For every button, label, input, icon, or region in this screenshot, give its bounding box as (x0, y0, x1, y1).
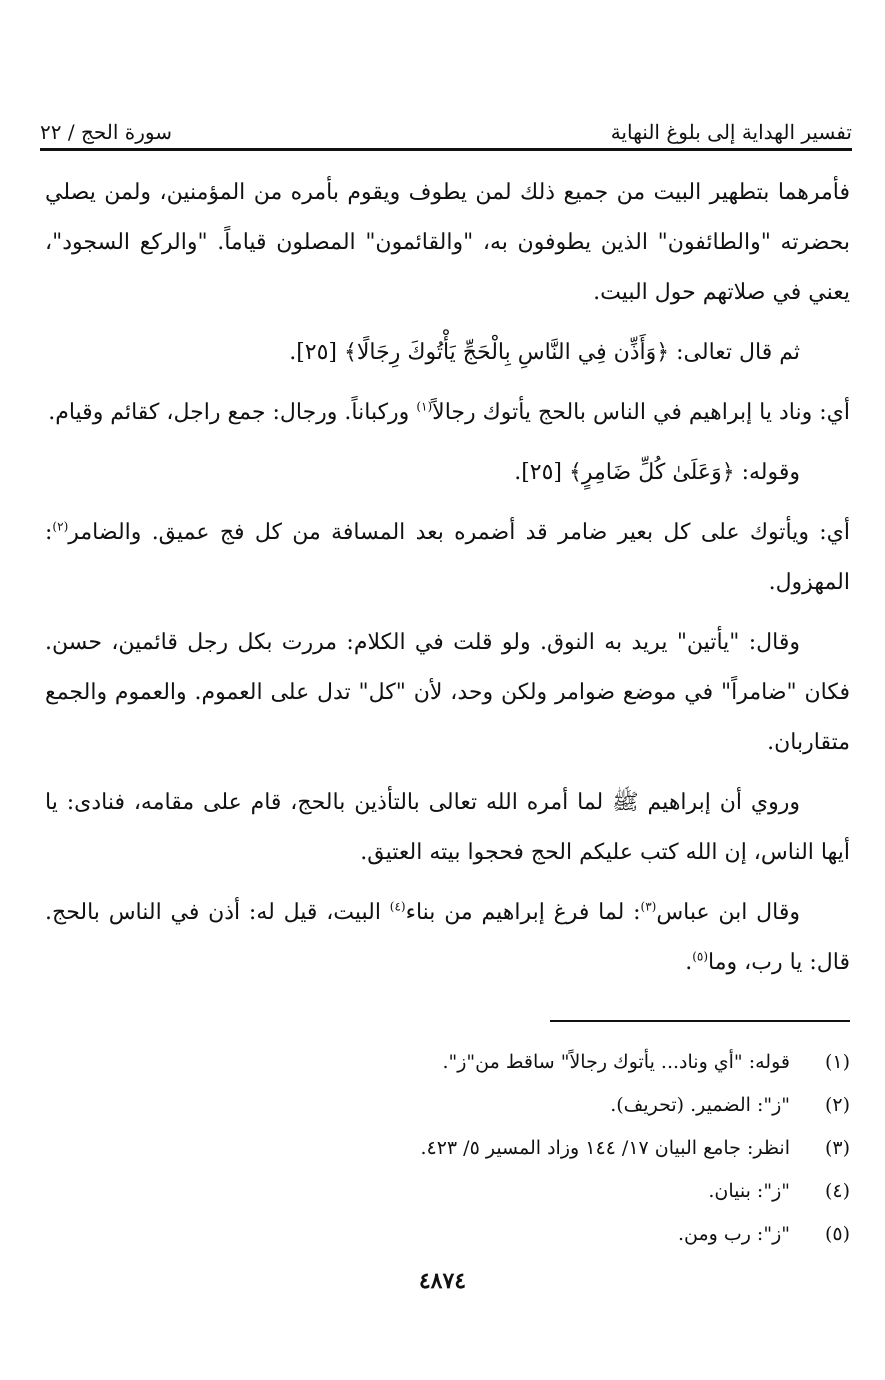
footnote-number: (٣) (824, 1136, 850, 1159)
paragraph-1: فأمرهما بتطهير البيت من جميع ذلك لمن يطوف ويقوم بأمره من المؤمنين، ولمن يصلي بحضرته "والطائفون" الذين يطوفون به، "والقائمون" المصلون قياماً. "والركع السجود"، يعني في صلاتهم حول البيت. (45, 180, 850, 305)
footnote-text: "ز": الضمير. (تحريف). (610, 1093, 790, 1116)
footnote-ref-5: (٥) (692, 949, 709, 964)
verse-quote-2: وقوله: ﴿وَعَلَىٰ كُلِّ ضَامِرٍ﴾ [٢٥]. (514, 460, 800, 485)
paragraph-3: أي: وناد يا إبراهيم في الناس بالحج يأتوك رجالاً$^{(١)}$ وركباناً. ورجال: جمع راجل، كقائم وقيام. (48, 399, 850, 425)
footnote-number: (٤) (824, 1179, 850, 1202)
footnote-item (70, 1040, 850, 1083)
footnote-number: (٢) (824, 1093, 850, 1116)
footnote-ref-3: (٣) (640, 899, 657, 914)
footnote-ref-1: (١) (416, 399, 433, 414)
footnote-rule (550, 1020, 850, 1022)
footnote-ref-2: (٢) (52, 519, 69, 534)
footnote-item (70, 1083, 850, 1126)
book-title: تفسير الهداية إلى بلوغ النهاية (610, 120, 852, 144)
footnote-ref-4: (٤) (389, 899, 406, 914)
footnote-text: قوله: "أي وناد... يأتوك رجالاً" ساقط من"ز". (442, 1050, 790, 1073)
footnotes (70, 1040, 850, 1255)
footnote-number: (١) (824, 1050, 850, 1073)
footnote-item (70, 1212, 850, 1255)
footnote-text: "ز": بنيان. (708, 1179, 790, 1202)
surah-title: سورة الحج / ٢٢ (40, 120, 172, 144)
paragraph-6: وقال: "يأتين" يريد به النوق. ولو قلت في الكلام: مررت بكل رجل قائمين، حسن. فكان "ضامراً" في موضع ضوامر ولكن وحد، لأن "كل" تدل على العموم. والعموم والجمع متقاربان. (45, 630, 850, 755)
main-text (45, 168, 850, 998)
header-rule (40, 148, 852, 151)
paragraph-8: وقال ابن عباس$^{(٣)}$: لما فرغ إبراهيم من بناء$^{(٤)}$ البيت، قيل له: أذن في الناس بالحج. قال: يا رب، وما$^{(٥)}$. (45, 899, 850, 975)
running-header (40, 110, 852, 144)
paragraph-7: وروي أن إبراهيم ﷺ لما أمره الله تعالى بالتأذين بالحج، قام على مقامه، فنادى: يا أيها الناس، إن الله كتب عليكم الحج فحجوا بيته العتيق. (45, 790, 850, 865)
footnote-number: (٥) (824, 1222, 850, 1245)
footnote-text: "ز": رب ومن. (677, 1222, 790, 1245)
footnote-item (70, 1169, 850, 1212)
paragraph-5: أي: ويأتوك على كل بعير ضامر قد أضمره بعد المسافة من كل فج عميق. والضامر$^{(٢)}$: المهزول. (45, 519, 850, 595)
footnote-item (70, 1126, 850, 1169)
page-number: ٤٨٧٤ (418, 1268, 467, 1294)
footnote-text: انظر: جامع البيان ١٧/ ١٤٤ وزاد المسير ٥/ ٤٢٣. (420, 1136, 790, 1159)
verse-quote-1: ثم قال تعالى: ﴿وَأَذِّن فِي النَّاسِ بِالْحَجِّ يَأْتُوكَ رِجَالًا﴾ [٢٥]. (289, 340, 800, 365)
